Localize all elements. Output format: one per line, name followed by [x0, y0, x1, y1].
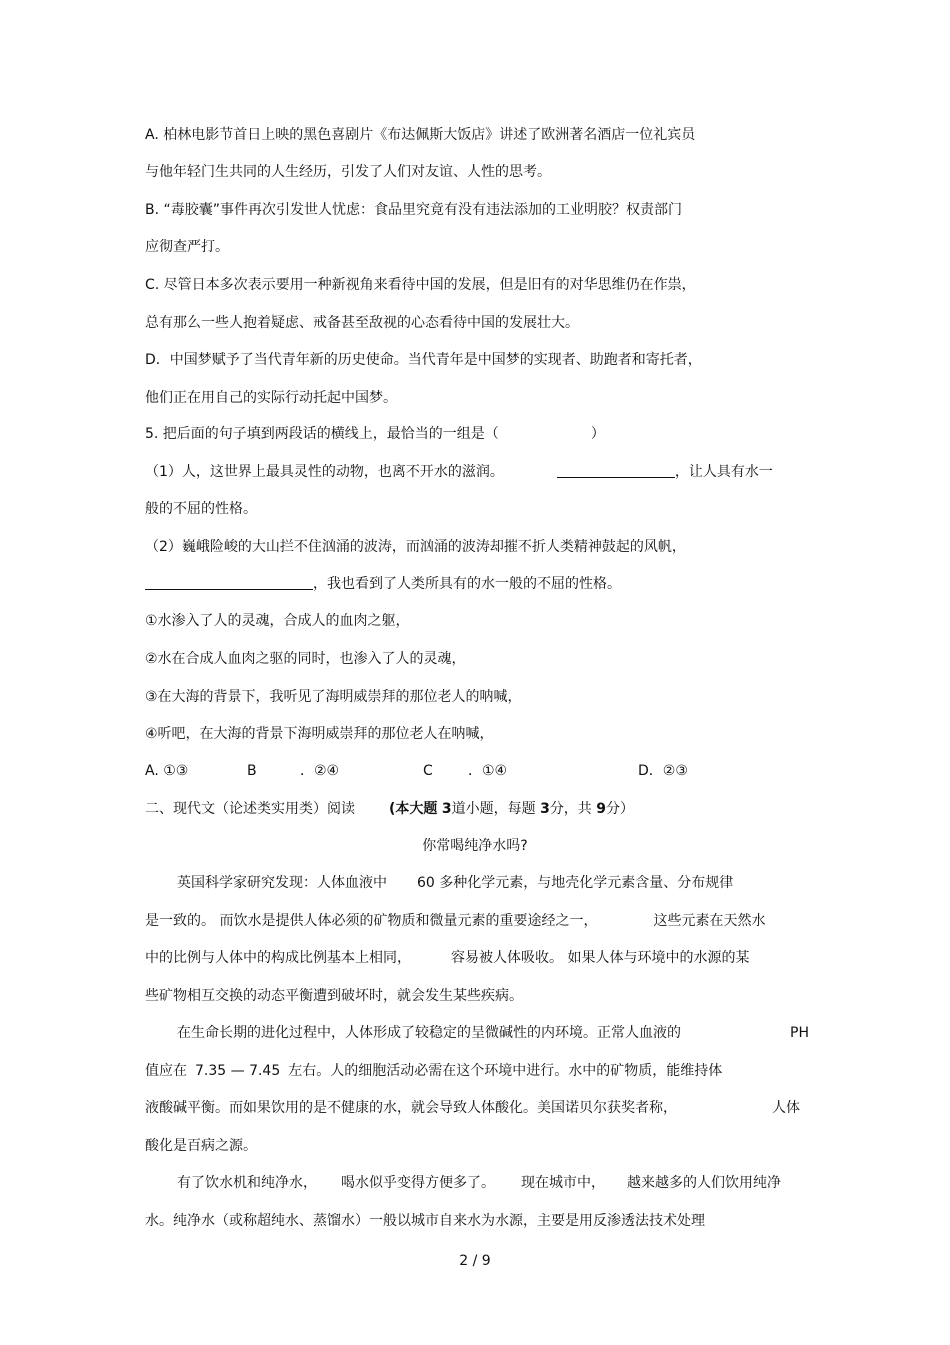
option-b-line-2: 应彻查严打。	[145, 239, 229, 255]
q5-option-b-letter[interactable]: B	[247, 763, 257, 779]
answer-blank-2[interactable]	[145, 575, 313, 590]
sentence-3: ③在大海的背景下，我听见了海明威崇拜的那位老人的呐喊，	[145, 689, 522, 705]
section-2-heading: 二、现代文（论述类实用类）阅读 (本大题 3道小题，每题 3分，共 9分）	[145, 801, 635, 817]
option-a-line-1: A. 柏林电影节首日上映的黑色喜剧片《布达佩斯大饭店》讲述了欧洲著名酒店一位礼宾员	[145, 127, 696, 143]
passage-p2-ph: PH	[790, 1025, 809, 1041]
passage-p1-line-3: 中的比例与人体中的构成比例基本上相同， 容易被人体吸收。 如果人体与环境中的水源的某	[145, 950, 750, 966]
passage-p3-line-1: 有了饮水机和纯净水， 喝水似乎变得方便多了。 现在城市中， 越来越多的人们饮用纯净	[177, 1175, 781, 1191]
q5-option-d[interactable]: D．②③	[638, 763, 688, 779]
option-d-line-2: 他们正在用自己的实际行动托起中国梦。	[145, 390, 397, 406]
question-5-stem: 5. 把后面的句子填到两段话的横线上，最恰当的一组是（ ）	[145, 426, 605, 442]
passage-p2-line-4: 酸化是百病之源。	[145, 1138, 257, 1154]
passage-title: 你常喝纯净水吗?	[422, 838, 528, 854]
option-a-line-2: 与他年轻门生共同的人生经历，引发了人们对友谊、人性的思考。	[145, 164, 551, 180]
q5-paragraph-2-cont: ，我也看到了人类所具有的水一般的不屈的性格。	[145, 575, 621, 593]
option-d-line-1: D．中国梦赋予了当代青年新的历史使命。当代青年是中国梦的实现者、助跑者和寄托者，	[145, 352, 702, 368]
passage-p3-line-2: 水。纯净水（或称超纯水、蒸馏水）一般以城市自来水为水源，主要是用反渗透法技术处理	[145, 1213, 705, 1229]
option-c-line-2: 总有那么一些人抱着疑虑、戒备甚至敌视的心态看待中国的发展壮大。	[145, 315, 579, 331]
q5-paragraph-1-cont: 般的不屈的性格。	[145, 501, 257, 517]
passage-p2-line-1: 在生命长期的进化过程中，人体形成了较稳定的呈微碱性的内环境。正常人血液的	[177, 1025, 681, 1041]
q5-option-b[interactable]: ．②④	[300, 763, 340, 779]
passage-p2-line-2: 值应在 7.35 — 7.45 左右。人的细胞活动必需在这个环境中进行。水中的矿物质，能维持体	[145, 1063, 723, 1079]
q5-option-a[interactable]: A. ①③	[145, 763, 189, 779]
q5-option-c-letter[interactable]: C	[423, 763, 433, 779]
sentence-4: ④听吧，在大海的背景下海明威崇拜的那位老人在呐喊，	[145, 726, 494, 742]
passage-p1-line-4: 些矿物相互交换的动态平衡遭到破坏时，就会发生某些疾病。	[145, 988, 523, 1004]
option-c-line-1: C. 尽管日本多次表示要用一种新视角来看待中国的发展，但是旧有的对华思维仍在作祟，	[145, 277, 696, 293]
page-number: 2 / 9	[459, 1253, 491, 1269]
option-b-line-1: B. “毒胶囊”事件再次引发世人忧虑：食品里究竟有没有违法添加的工业明胶？权责部门	[145, 202, 683, 218]
passage-p2-line-3: 液酸碱平衡。而如果饮用的是不健康的水，就会导致人体酸化。美国诺贝尔获奖者称，	[145, 1100, 677, 1116]
q5-option-c[interactable]: ．①④	[468, 763, 508, 779]
sentence-2: ②水在合成人血肉之驱的同时，也渗入了人的灵魂，	[145, 651, 466, 667]
q5-paragraph-2: （2）巍峨险峻的大山拦不住汹涌的波涛，而汹涌的波涛却摧不折人类精神鼓起的风帆，	[145, 539, 686, 555]
passage-p1-line-2: 是一致的。 而饮水是提供人体必须的矿物质和微量元素的重要途经之一， 这些元素在天然水	[145, 913, 766, 929]
passage-p2-line-3-end: 人体	[772, 1100, 800, 1116]
answer-blank-1[interactable]	[557, 463, 675, 478]
passage-p1-line-1: 英国科学家研究发现：人体血液中 60 多种化学元素，与地壳化学元素含量、分布规律	[177, 875, 734, 891]
q5-paragraph-1: （1）人，这世界上最具灵性的动物，也离不开水的滋润。 ，让人具有水一	[145, 464, 773, 480]
sentence-1: ①水渗入了人的灵魂，合成人的血肉之躯，	[145, 613, 410, 629]
